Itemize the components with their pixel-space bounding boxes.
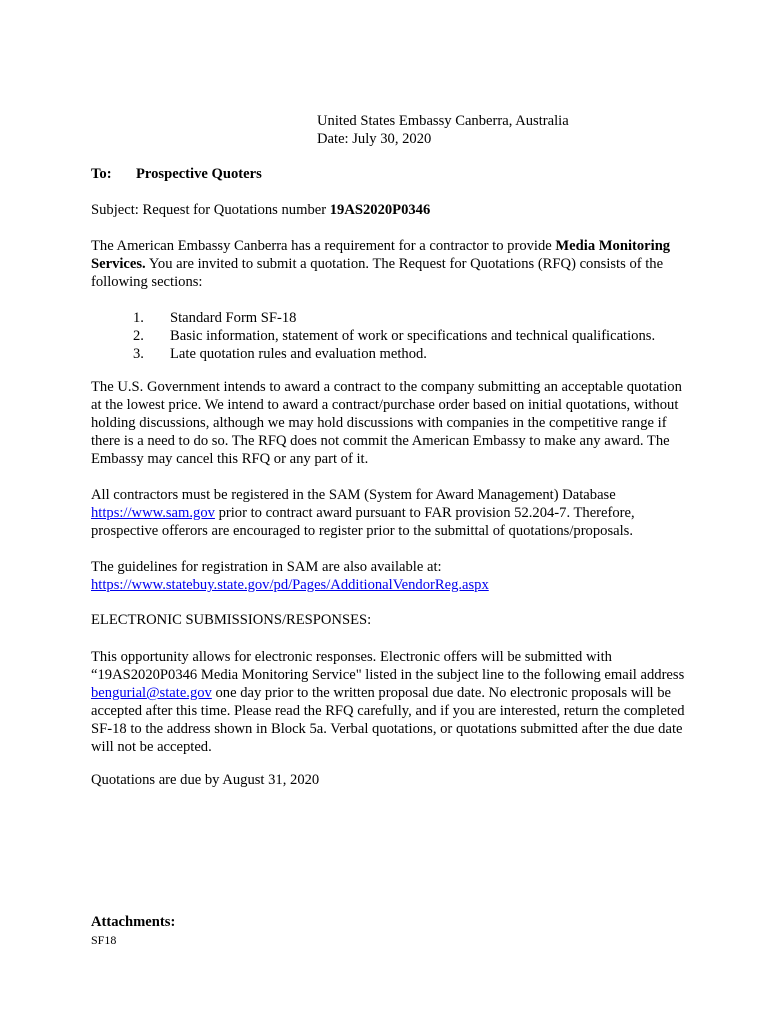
due-date-line: Quotations are due by August 31, 2020: [91, 772, 320, 788]
guidelines-text: The guidelines for registration in SAM are also available at:: [91, 559, 442, 575]
sam-paragraph: [91, 486, 691, 540]
electronic-text-1: This opportunity allows for electronic responses. Electronic offers will be submitted with “19AS2020P0346 Media Monitoring Service" listed in the subject line to the following email address: [91, 649, 685, 683]
list-text: Basic information, statement of work or specifications and technical qualifications.: [170, 328, 656, 344]
to-recipient: Prospective Quoters: [136, 166, 262, 182]
to-label: To:: [91, 166, 112, 182]
list-item: [133, 345, 655, 363]
list-item: [133, 327, 655, 345]
list-number: 3.: [133, 346, 144, 362]
guidelines-paragraph: [91, 558, 691, 594]
letter-date: Date: July 30, 2020: [317, 131, 432, 147]
award-paragraph: The U.S. Government intends to award a contract to the company submitting an acceptable quotation at the lowest price. We intend to award a contract/purchase order based on initial quotations, without holding discussions, although we may hold discussions with companies in the competitive range if there is a need to do so. The RFQ does not commit the American Embassy to make any award. The Embassy may cancel this RFQ or any part of it.: [91, 379, 682, 467]
email-link[interactable]: bengurial@state.gov: [91, 685, 212, 701]
subject-prefix: Subject: Request for Quotations number: [91, 202, 330, 218]
subject-line: [91, 201, 691, 219]
intro-paragraph: [91, 237, 691, 291]
guidelines-link[interactable]: https://www.statebuy.state.gov/pd/Pages/AdditionalVendorReg.aspx: [91, 577, 489, 593]
list-item: [133, 309, 655, 327]
intro-text-1: The American Embassy Canberra has a requirement for a contractor to provide: [91, 238, 556, 254]
list-number: 2.: [133, 328, 144, 344]
intro-text-2: You are invited to submit a quotation. The Request for Quotations (RFQ) consists of the following sections:: [91, 256, 664, 290]
sam-text-2: prior to contract award pursuant to FAR provision 52.204-7. Therefore, prospective offerors are encouraged to register prior to the submittal of quotations/proposals.: [91, 505, 635, 539]
attachments-heading: Attachments:: [91, 914, 176, 930]
to-line: [91, 165, 262, 183]
rfq-number: 19AS2020P0346: [329, 202, 431, 218]
electronic-paragraph: [91, 648, 691, 756]
sam-text-1: All contractors must be registered in the SAM (System for Award Management) Database: [91, 487, 616, 503]
attachment-item: SF18: [91, 933, 117, 947]
sam-link[interactable]: https://www.sam.gov: [91, 505, 215, 521]
list-text: Standard Form SF-18: [170, 310, 297, 326]
letter-header: [317, 112, 717, 148]
service-name: Media Monitoring Services.: [91, 238, 671, 272]
electronic-heading: ELECTRONIC SUBMISSIONS/RESPONSES:: [91, 612, 372, 628]
list-text: Late quotation rules and evaluation method.: [170, 346, 427, 362]
embassy-address: United States Embassy Canberra, Australia: [317, 113, 569, 129]
electronic-text-2: one day prior to the written proposal due date. No electronic proposals will be accepted after this time. Please read the RFQ carefully, and if you are interested, return the completed SF-18 to the address shown in Block 5a. Verbal quotations, or quotations submitted after the due date will not be accepted.: [91, 685, 685, 755]
list-number: 1.: [133, 310, 144, 326]
rfq-sections-list: [133, 309, 655, 363]
